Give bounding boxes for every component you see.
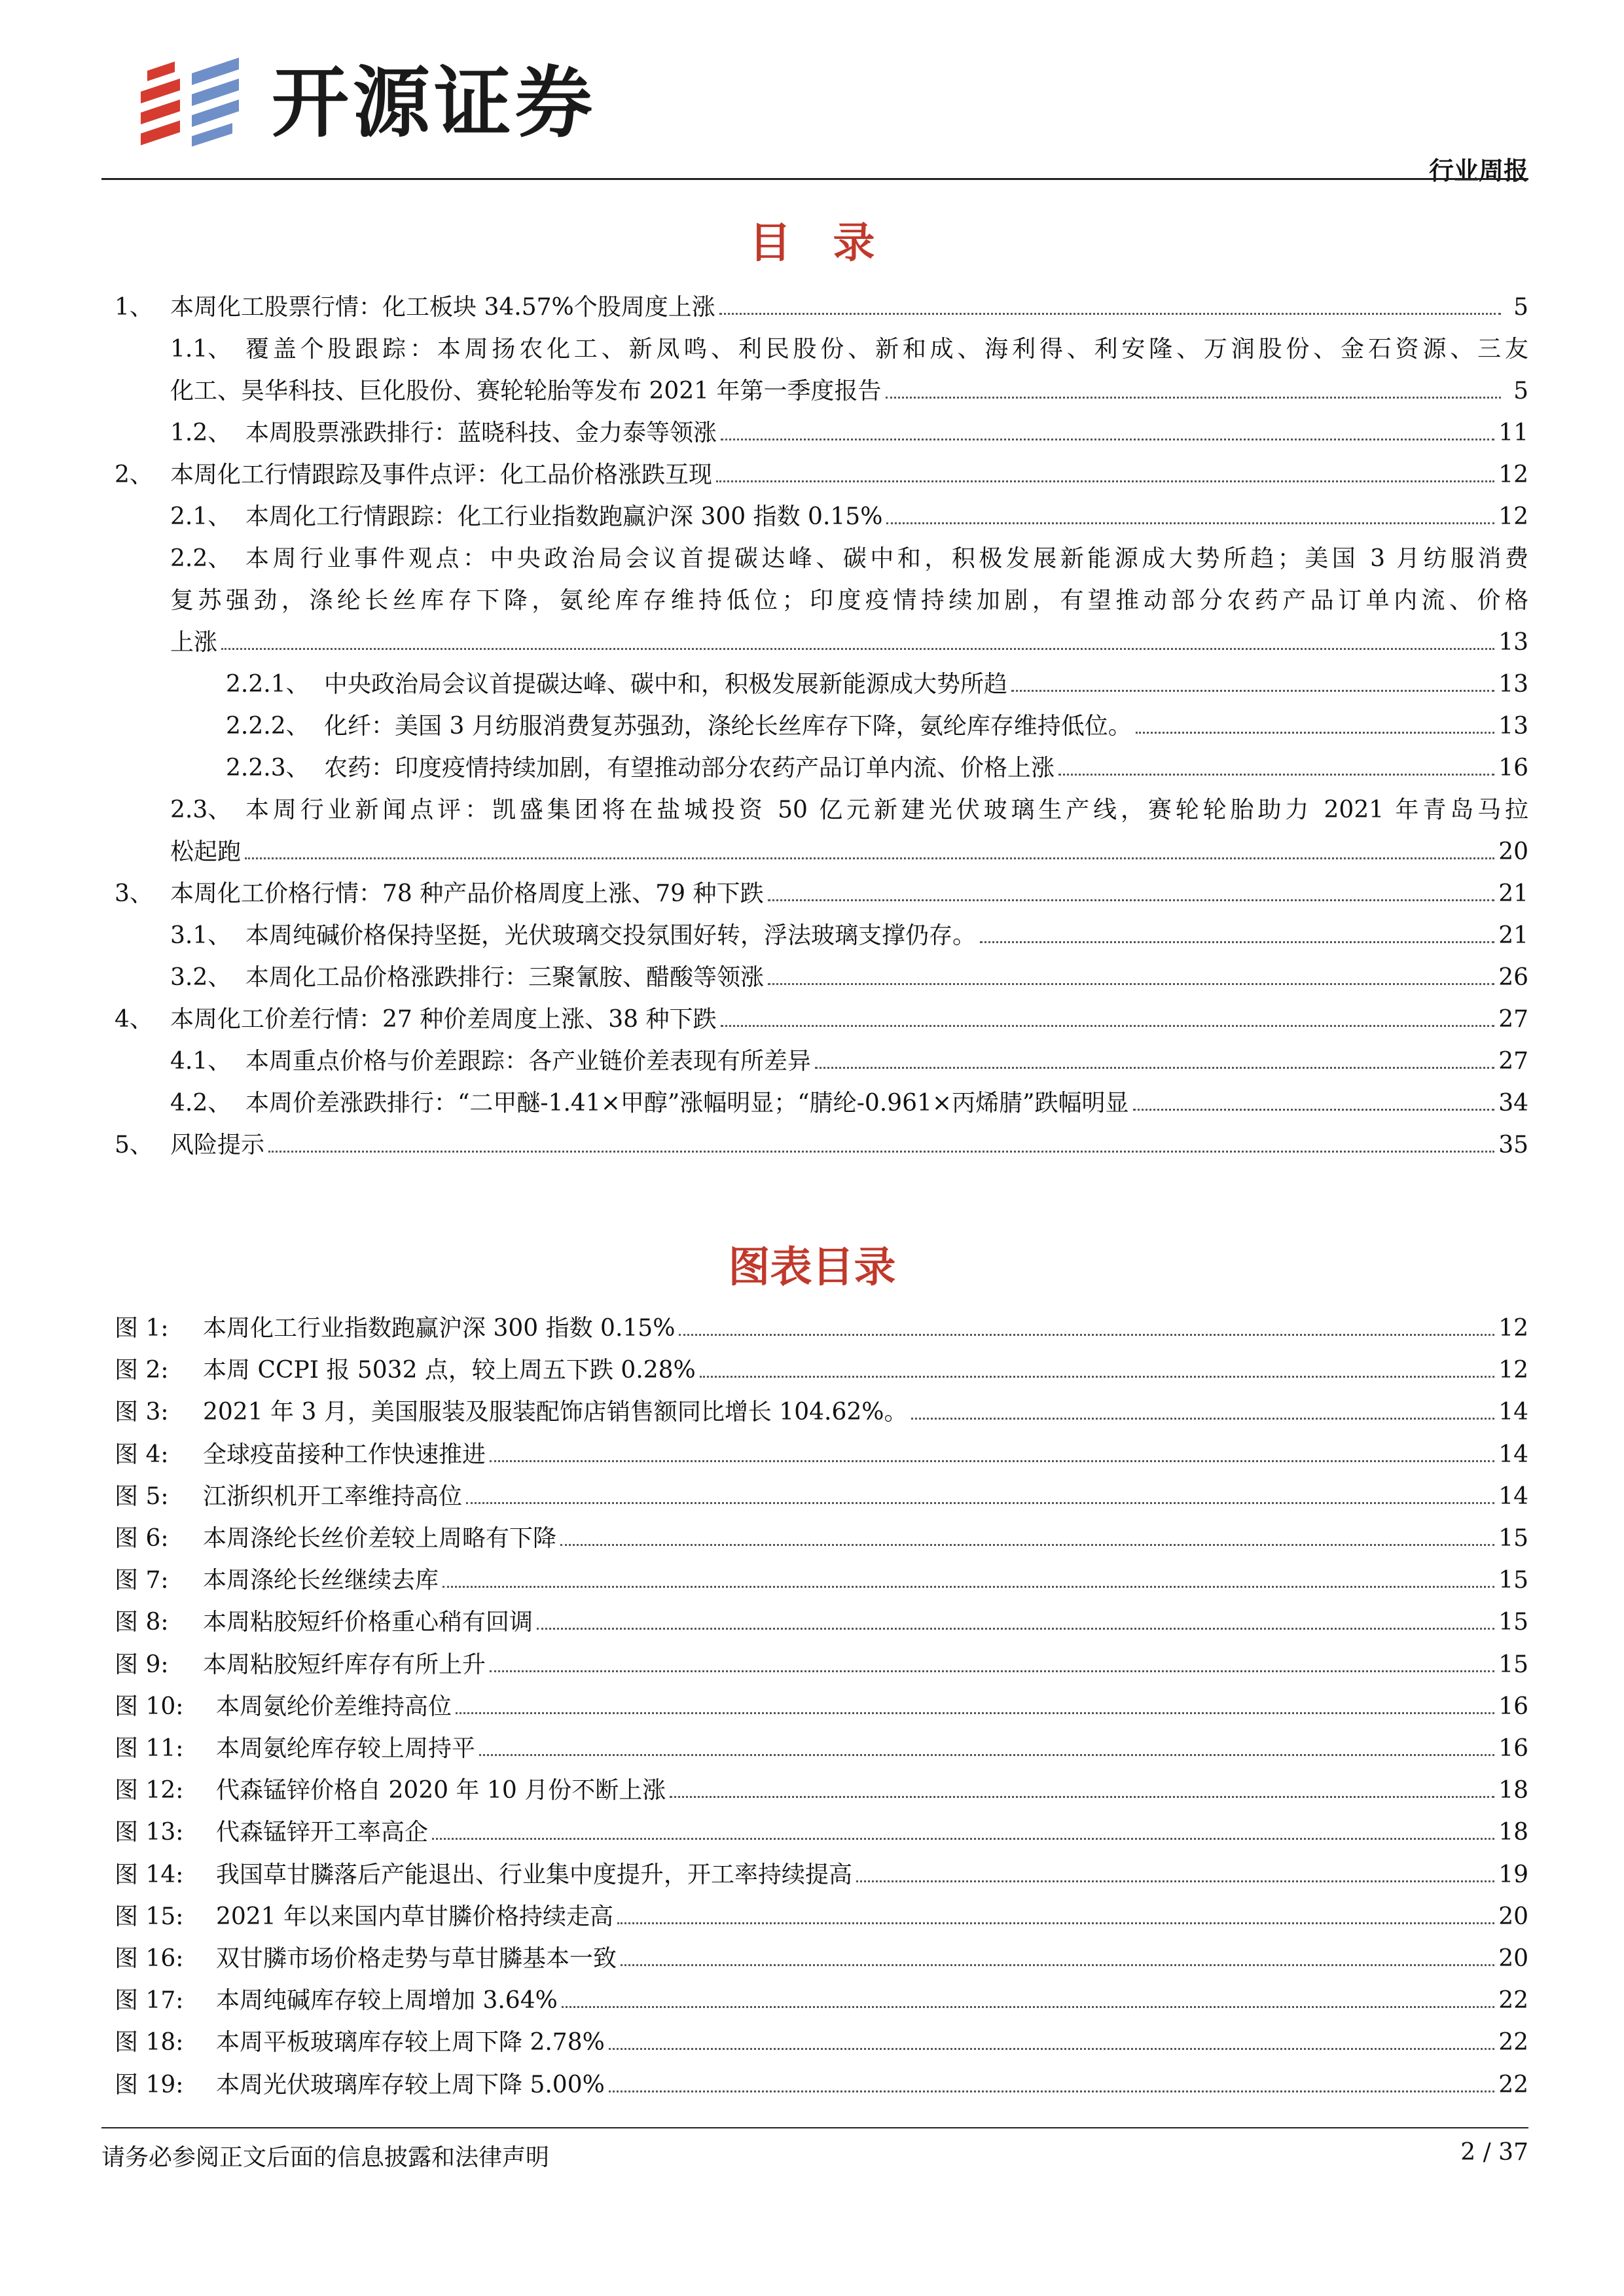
- figure-title: 本周粘胶短纤价格重心稍有回调: [203, 1609, 533, 1636]
- figure-label: 图 18:: [115, 2029, 184, 2056]
- toc-entry-page: 26: [1498, 964, 1528, 991]
- figure-label: 图 19:: [115, 2071, 184, 2098]
- toc-entry-title: 中央政治局会议首提碳达峰、碳中和，积极发展新能源成大势所趋: [324, 671, 1008, 698]
- leader-dots: [621, 1964, 1494, 1966]
- toc-entry-page: 12: [1498, 461, 1528, 488]
- toc-entry-title: 本周化工股票行情：化工板块 34.57%个股周度上涨: [170, 294, 715, 321]
- toc-entry-page: 27: [1498, 1048, 1528, 1075]
- leader-dots: [768, 899, 1495, 901]
- figure-title: 本周涤纶长丝价差较上周略有下降: [203, 1525, 557, 1552]
- figure-page: 18: [1498, 1777, 1528, 1804]
- figure-label: 图 8:: [115, 1609, 169, 1636]
- toc-entry-title: 本周重点价格与价差跟踪：各产业链价差表现有所差异: [245, 1048, 812, 1075]
- toc-entry-title-line: 本周行业新闻点评：凯盛集团将在盐城投资 50 亿元新建光伏玻璃生产线，赛轮轮胎助力 2021 年青岛马拉: [245, 797, 1528, 823]
- toc-entry-title: 本周化工行情跟踪：化工行业指数跑赢沪深 300 指数 0.15%: [245, 503, 883, 530]
- figure-entry[interactable]: [115, 1728, 1528, 1770]
- toc-entry-title: 本周化工品价格涨跌排行：三聚氰胺、醋酸等领涨: [245, 964, 765, 991]
- toc-entry-number: 4.2、: [170, 1090, 232, 1117]
- footer-rule: [101, 2127, 1528, 2128]
- toc-entry[interactable]: [115, 1083, 1528, 1124]
- toc-entry[interactable]: [115, 706, 1528, 747]
- figure-page: 16: [1498, 1735, 1528, 1763]
- toc-entry-number: 3.1、: [170, 922, 232, 949]
- figure-title: 本周化工行业指数跑赢沪深 300 指数 0.15%: [203, 1315, 676, 1342]
- figure-entry[interactable]: [115, 2064, 1528, 2106]
- figure-entry[interactable]: [115, 2022, 1528, 2064]
- leader-dots: [609, 2048, 1494, 2050]
- toc-entry-title-line: 本周行业事件观点：中央政治局会议首提碳达峰、碳中和，积极发展新能源成大势所趋；美国 3 月纺服消费: [245, 545, 1528, 572]
- figure-title: 全球疫苗接种工作快速推进: [203, 1441, 486, 1468]
- toc-entry-title-line: 覆盖个股跟踪：本周扬农化工、新凤鸣、利民股份、新和成、海利得、利安隆、万润股份、金石资源、三友: [245, 336, 1528, 363]
- leader-dots: [442, 1586, 1494, 1588]
- figure-page: 22: [1498, 2029, 1528, 2056]
- figure-page: 15: [1498, 1525, 1528, 1552]
- leader-dots: [1011, 690, 1494, 692]
- figure-title: 本周粘胶短纤库存有所上升: [203, 1651, 486, 1678]
- leader-dots: [1058, 774, 1494, 776]
- toc-entry-title: 本周化工价差行情：27 种价差周度上涨、38 种下跌: [170, 1006, 717, 1033]
- figure-page: 15: [1498, 1651, 1528, 1678]
- figure-page: 12: [1498, 1315, 1528, 1342]
- page-number: 2 / 37: [1460, 2139, 1528, 2166]
- toc-entry[interactable]: [115, 287, 1528, 329]
- toc-entry[interactable]: [115, 873, 1528, 915]
- figure-label: 图 10:: [115, 1693, 184, 1720]
- figure-title: 本周光伏玻璃库存较上周下降 5.00%: [216, 2071, 605, 2098]
- figure-title: 本周平板玻璃库存较上周下降 2.78%: [216, 2029, 605, 2056]
- figure-page: 22: [1498, 2071, 1528, 2098]
- leader-dots: [466, 1502, 1494, 1504]
- figure-title: 本周涤纶长丝继续去库: [203, 1567, 439, 1594]
- figure-page: 16: [1498, 1693, 1528, 1720]
- figure-title: 我国草甘膦落后产能退出、行业集中度提升，开工率持续提高: [216, 1861, 853, 1888]
- toc-entry-page: 5: [1513, 378, 1528, 404]
- toc-entry-title-line: 复苏强劲，涤纶长丝库存下降，氨纶库存维持低位；印度疫情持续加剧，有望推动部分农药产品订单内流、价格: [170, 587, 1528, 614]
- toc-entry[interactable]: [115, 957, 1528, 999]
- toc-entry-page: 34: [1498, 1090, 1528, 1117]
- figure-list: [115, 1308, 1528, 2106]
- figure-label: 图 9:: [115, 1651, 169, 1678]
- figure-title: 代森锰锌开工率高企: [216, 1819, 429, 1846]
- leader-dots: [537, 1628, 1494, 1630]
- figure-page: 18: [1498, 1819, 1528, 1846]
- toc-entry[interactable]: [115, 454, 1528, 496]
- figure-title: 本周 CCPI 报 5032 点，较上周五下跌 0.28%: [203, 1357, 696, 1384]
- figure-label: 图 3:: [115, 1399, 169, 1426]
- figure-entry[interactable]: [115, 1854, 1528, 1896]
- toc-entry[interactable]: [115, 1124, 1528, 1166]
- toc-entry-number: 1、: [115, 294, 153, 321]
- toc-entry-number: 2.3、: [170, 797, 232, 823]
- brand-logo-icon: [134, 52, 252, 164]
- figure-page: 20: [1498, 1903, 1528, 1930]
- figure-entry[interactable]: [115, 1686, 1528, 1728]
- table-of-contents: [115, 287, 1528, 1166]
- toc-entry-page: 13: [1498, 671, 1528, 698]
- toc-entry-title: 本周纯碱价格保持坚挺，光伏玻璃交投氛围好转，浮法玻璃支撑仍存。: [245, 922, 977, 949]
- leader-dots: [679, 1334, 1494, 1336]
- toc-entry-number: 2.2、: [170, 545, 232, 572]
- figure-entry[interactable]: [115, 1476, 1528, 1518]
- toc-entry[interactable]: [115, 496, 1528, 538]
- toc-entry-page: 5: [1513, 294, 1528, 321]
- figure-entry[interactable]: [115, 1644, 1528, 1686]
- figure-entry[interactable]: [115, 1980, 1528, 2022]
- toc-entry-number: 1.2、: [170, 420, 232, 446]
- toc-entry-title: 本周股票涨跌排行：蓝晓科技、金力泰等领涨: [245, 420, 717, 446]
- toc-entry-title: 本周价差涨跌排行：“二甲醚-1.41×甲醇”涨幅明显；“腈纶-0.961×丙烯腈”跌幅明显: [245, 1090, 1129, 1117]
- toc-entry-number: 2、: [115, 461, 153, 488]
- toc-entry-page: 11: [1498, 420, 1528, 446]
- toc-entry-page: 13: [1498, 629, 1528, 656]
- toc-entry[interactable]: [115, 412, 1528, 454]
- leader-dots: [911, 1418, 1494, 1420]
- leader-dots: [815, 1067, 1494, 1069]
- figure-label: 图 5:: [115, 1482, 169, 1510]
- leader-dots: [490, 1670, 1494, 1672]
- figure-entry[interactable]: [115, 1518, 1528, 1560]
- leader-dots: [856, 1880, 1494, 1882]
- toc-entry[interactable]: [115, 999, 1528, 1041]
- leader-dots: [479, 1754, 1494, 1756]
- toc-entry-number: 5、: [115, 1132, 153, 1158]
- figure-label: 图 4:: [115, 1441, 169, 1468]
- toc-entry[interactable]: [115, 538, 1528, 664]
- figure-page: 14: [1498, 1399, 1528, 1426]
- document-type-label: 行业周报: [1428, 156, 1528, 185]
- leader-dots: [562, 2006, 1494, 2008]
- figure-label: 图 1:: [115, 1315, 169, 1342]
- toc-entry-title: 风险提示: [170, 1132, 265, 1158]
- figure-label: 图 15:: [115, 1903, 184, 1930]
- toc-entry-number: 3、: [115, 880, 153, 907]
- figure-page: 14: [1498, 1482, 1528, 1510]
- toc-entry-page: 12: [1498, 503, 1528, 530]
- figure-entry[interactable]: [115, 1812, 1528, 1854]
- toc-entry[interactable]: [115, 747, 1528, 789]
- toc-entry[interactable]: [115, 329, 1528, 412]
- toc-entry-number: 2.2.3、: [226, 755, 310, 781]
- toc-entry-page: 16: [1498, 755, 1528, 781]
- figure-list-title: 图表目录: [728, 1244, 896, 1292]
- figure-label: 图 13:: [115, 1819, 184, 1846]
- leader-dots: [1133, 1109, 1495, 1111]
- leader-dots: [721, 439, 1494, 440]
- figure-label: 图 17:: [115, 1987, 184, 2015]
- figure-label: 图 12:: [115, 1777, 184, 1804]
- figure-title: 本周氨纶库存较上周持平: [216, 1735, 476, 1763]
- figure-entry[interactable]: [115, 1770, 1528, 1812]
- leader-dots: [980, 941, 1494, 943]
- leader-dots: [1136, 732, 1494, 734]
- toc-entry-title: 化纤：美国 3 月纺服消费复苏强劲，涤纶长丝库存下降，氨纶库存维持低位。: [324, 713, 1132, 740]
- figure-title: 本周氨纶价差维持高位: [216, 1693, 452, 1720]
- leader-dots: [432, 1838, 1494, 1840]
- leader-dots: [609, 2090, 1494, 2092]
- toc-entry-page: 20: [1498, 838, 1528, 865]
- leader-dots: [700, 1376, 1494, 1378]
- leader-dots: [721, 1025, 1495, 1027]
- toc-entry-title-line: 松起跑: [170, 838, 242, 865]
- figure-entry[interactable]: [115, 1350, 1528, 1391]
- figure-label: 图 16:: [115, 1945, 184, 1973]
- figure-title: 本周纯碱库存较上周增加 3.64%: [216, 1987, 558, 2015]
- toc-entry[interactable]: [115, 789, 1528, 873]
- figure-title: 江浙织机开工率维持高位: [203, 1482, 463, 1510]
- footer-disclaimer: 请务必参阅正文后面的信息披露和法律声明: [101, 2144, 550, 2171]
- figure-label: 图 6:: [115, 1525, 169, 1552]
- figure-entry[interactable]: [115, 1896, 1528, 1938]
- figure-title: 2021 年以来国内草甘膦价格持续走高: [216, 1903, 614, 1930]
- leader-dots: [617, 1922, 1494, 1924]
- toc-entry-page: 13: [1498, 713, 1528, 740]
- figure-entry[interactable]: [115, 1602, 1528, 1643]
- figure-page: 22: [1498, 1987, 1528, 2015]
- toc-entry-title: 农药：印度疫情持续加剧，有望推动部分农药产品订单内流、价格上涨: [324, 755, 1055, 781]
- toc-entry-number: 4、: [115, 1006, 153, 1033]
- leader-dots: [245, 857, 1494, 859]
- toc-entry-number: 1.1、: [170, 336, 232, 363]
- toc-entry-page: 35: [1498, 1132, 1528, 1158]
- leader-dots: [768, 983, 1494, 985]
- leader-dots: [719, 313, 1501, 315]
- toc-entry[interactable]: [115, 915, 1528, 957]
- figure-title: 2021 年 3 月，美国服装及服装配饰店销售额同比增长 104.62%。: [203, 1399, 908, 1426]
- leader-dots: [560, 1544, 1494, 1546]
- toc-entry-title: 本周化工价格行情：78 种产品价格周度上涨、79 种下跌: [170, 880, 764, 907]
- leader-dots: [490, 1460, 1494, 1462]
- figure-title: 代森锰锌价格自 2020 年 10 月份不断上涨: [216, 1777, 666, 1804]
- figure-page: 20: [1498, 1945, 1528, 1973]
- toc-title: 目 录: [749, 219, 875, 268]
- figure-page: 15: [1498, 1567, 1528, 1594]
- toc-entry[interactable]: [115, 1041, 1528, 1083]
- figure-label: 图 11:: [115, 1735, 184, 1763]
- figure-entry[interactable]: [115, 1434, 1528, 1476]
- toc-entry-title-line: 上涨: [170, 629, 218, 656]
- figure-label: 图 2:: [115, 1357, 169, 1384]
- toc-entry-number: 4.1、: [170, 1048, 232, 1075]
- toc-entry-page: 21: [1498, 922, 1528, 949]
- leader-dots: [221, 648, 1494, 650]
- toc-entry-number: 3.2、: [170, 964, 232, 991]
- toc-entry-number: 2.2.2、: [226, 713, 310, 740]
- figure-page: 15: [1498, 1609, 1528, 1636]
- figure-entry[interactable]: [115, 1391, 1528, 1433]
- header-rule: [101, 178, 1528, 180]
- figure-label: 图 14:: [115, 1861, 184, 1888]
- toc-entry-number: 2.2.1、: [226, 671, 310, 698]
- toc-entry-page: 27: [1498, 1006, 1528, 1033]
- figure-entry[interactable]: [115, 1560, 1528, 1602]
- brand-name: 开源证券: [272, 58, 597, 148]
- leader-dots: [456, 1712, 1494, 1714]
- toc-entry-title-line: 化工、昊华科技、巨化股份、赛轮轮胎等发布 2021 年第一季度报告: [170, 378, 882, 404]
- page-header: [115, 39, 1528, 183]
- leader-dots: [886, 522, 1494, 524]
- toc-entry[interactable]: [115, 664, 1528, 706]
- toc-entry-title: 本周化工行情跟踪及事件点评：化工品价格涨跌互现: [170, 461, 713, 488]
- leader-dots: [886, 397, 1501, 399]
- figure-entry[interactable]: [115, 1308, 1528, 1350]
- figure-page: 12: [1498, 1357, 1528, 1384]
- figure-page: 14: [1498, 1441, 1528, 1468]
- leader-dots: [670, 1796, 1494, 1798]
- figure-entry[interactable]: [115, 1938, 1528, 1980]
- leader-dots: [268, 1151, 1494, 1153]
- figure-title: 双甘膦市场价格走势与草甘膦基本一致: [216, 1945, 617, 1973]
- leader-dots: [716, 480, 1494, 482]
- toc-entry-page: 21: [1498, 880, 1528, 907]
- figure-page: 19: [1498, 1861, 1528, 1888]
- figure-label: 图 7:: [115, 1567, 169, 1594]
- toc-entry-number: 2.1、: [170, 503, 232, 530]
